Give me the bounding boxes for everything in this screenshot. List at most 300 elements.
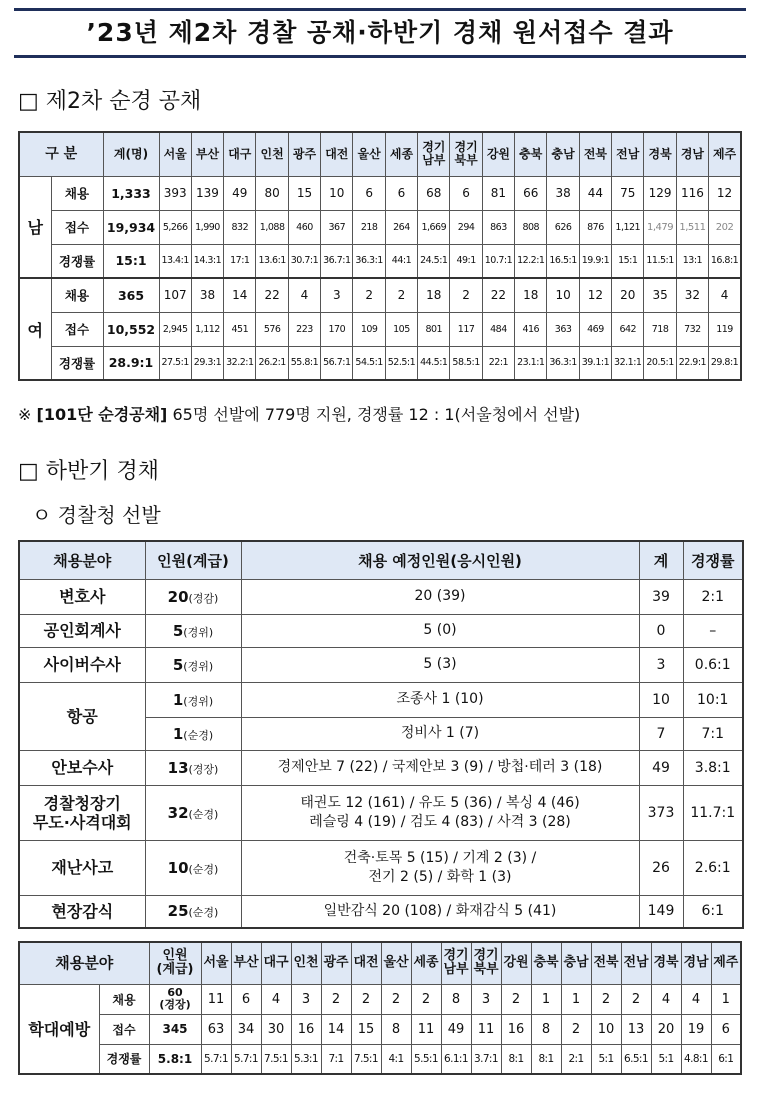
cell-value: 4:1 (381, 1044, 411, 1074)
cell-value: 6 (231, 984, 261, 1014)
header-region: 서울 (159, 132, 191, 176)
header-region: 경기 남부 (441, 942, 471, 984)
cell-value: 38 (547, 176, 579, 210)
header-region: 세종 (385, 132, 417, 176)
cell-value: 2 (561, 1014, 591, 1044)
cell-value: 416 (515, 312, 547, 346)
cell-value: 218 (353, 210, 385, 244)
recruit-count (145, 647, 241, 682)
header-region: 광주 (321, 942, 351, 984)
cell-value: 17:1 (224, 244, 256, 278)
recruit-count (145, 717, 241, 750)
table-row (19, 840, 743, 895)
ratio: – (683, 614, 743, 647)
cell-value: 6 (385, 176, 417, 210)
header-region: 전북 (591, 942, 621, 984)
cell-value: 58.5:1 (450, 346, 482, 380)
detail: 20 (39) (241, 579, 639, 614)
header-region: 경기 남부 (418, 132, 450, 176)
header-region: 울산 (381, 942, 411, 984)
cell-value: 44:1 (385, 244, 417, 278)
detail: 태권도 12 (161) / 유도 5 (36) / 복싱 4 (46) 레슬링 4 (19) / 검도 4 (83) / 사격 3 (28) (241, 785, 639, 840)
total: 49 (639, 750, 683, 785)
cell-value: 22:1 (482, 346, 514, 380)
cell-value: 13.4:1 (159, 244, 191, 278)
section2-heading: □ 하반기 경채 (18, 459, 160, 484)
cell-value: 1 (561, 984, 591, 1014)
row-label: 접수 (99, 1014, 149, 1044)
count-number: 10 (167, 858, 189, 877)
header-region: 서울 (201, 942, 231, 984)
cell-value: 3 (321, 278, 353, 312)
cell-value: 2 (501, 984, 531, 1014)
cell-value: 3 (291, 984, 321, 1014)
cell-value: 1,990 (191, 210, 223, 244)
group-label: 남 (19, 176, 51, 278)
table-abuse-prevention (18, 941, 742, 1075)
header-region: 전북 (579, 132, 611, 176)
cell-value: 6 (450, 176, 482, 210)
cell-value: 13 (621, 1014, 651, 1044)
table-row (19, 1044, 741, 1074)
note-101 (18, 404, 580, 426)
cell-value: 367 (321, 210, 353, 244)
table-row (19, 785, 743, 840)
cell-value: 2 (351, 984, 381, 1014)
header-region: 울산 (353, 132, 385, 176)
cell-value: 56.7:1 (321, 346, 353, 380)
ratio: 2:1 (683, 579, 743, 614)
cell-value: 5:1 (651, 1044, 681, 1074)
cell-value: 8 (441, 984, 471, 1014)
cell-value: 35 (644, 278, 676, 312)
cell-value: 44.5:1 (418, 346, 450, 380)
header-region: 전남 (612, 132, 644, 176)
header-region: 대구 (224, 132, 256, 176)
table-row (19, 750, 743, 785)
section1-heading: □ 제2차 순경 공채 (18, 89, 202, 114)
cell-value: 55.8:1 (288, 346, 320, 380)
cell-value: 14.3:1 (191, 244, 223, 278)
detail: 일반감식 20 (108) / 화재감식 5 (41) (241, 895, 639, 928)
cell-value: 32.1:1 (612, 346, 644, 380)
cell-value: 7:1 (321, 1044, 351, 1074)
count-number: 32 (167, 803, 189, 822)
ratio: 3.8:1 (683, 750, 743, 785)
row-total: 5.8:1 (149, 1044, 201, 1074)
total: 0 (639, 614, 683, 647)
cell-value: 52.5:1 (385, 346, 417, 380)
cell-value: 5.7:1 (201, 1044, 231, 1074)
header-region: 충남 (547, 132, 579, 176)
field-name: 공인회계사 (19, 614, 145, 647)
cell-value: 26.2:1 (256, 346, 288, 380)
cell-value: 107 (159, 278, 191, 312)
cell-value: 7.5:1 (261, 1044, 291, 1074)
cell-value: 34 (231, 1014, 261, 1044)
row-label: 경쟁률 (99, 1044, 149, 1074)
header-region: 제주 (709, 132, 741, 176)
cell-value: 22.9:1 (676, 346, 708, 380)
cell-value: 4 (681, 984, 711, 1014)
table2-header-row (19, 541, 743, 579)
cell-value: 732 (676, 312, 708, 346)
cell-value: 4.8:1 (681, 1044, 711, 1074)
header-region: 경북 (644, 132, 676, 176)
cell-value: 1,669 (418, 210, 450, 244)
table-row (19, 614, 743, 647)
cell-value: 19 (681, 1014, 711, 1044)
cell-value: 20 (651, 1014, 681, 1044)
table-row (19, 312, 741, 346)
cell-value: 8 (531, 1014, 561, 1044)
row-label: 경쟁률 (51, 346, 103, 380)
cell-value: 2 (381, 984, 411, 1014)
cell-value: 15 (288, 176, 320, 210)
header-region: 경북 (651, 942, 681, 984)
row-label: 채용 (51, 278, 103, 312)
header-region: 세종 (411, 942, 441, 984)
cell-value: 12.2:1 (515, 244, 547, 278)
cell-value: 718 (644, 312, 676, 346)
recruit-count (145, 895, 241, 928)
cell-value: 1,112 (191, 312, 223, 346)
cell-value: 5,266 (159, 210, 191, 244)
field-name: 현장감식 (19, 895, 145, 928)
detail: 5 (0) (241, 614, 639, 647)
cell-value: 10 (321, 176, 353, 210)
header-region: 강원 (482, 132, 514, 176)
cell-value: 39.1:1 (579, 346, 611, 380)
cell-value: 1,088 (256, 210, 288, 244)
rank-label: (순경) (183, 728, 214, 742)
header-region: 부산 (191, 132, 223, 176)
cell-value: 2 (411, 984, 441, 1014)
cell-value: 66 (515, 176, 547, 210)
cell-value: 2 (591, 984, 621, 1014)
table-row (19, 647, 743, 682)
header-region: 대전 (321, 132, 353, 176)
row-label: 접수 (51, 312, 103, 346)
recruit-count (145, 840, 241, 895)
cell-value: 27.5:1 (159, 346, 191, 380)
cell-value: 20 (612, 278, 644, 312)
count-number: 5 (172, 655, 184, 674)
rank-label: (순경) (188, 807, 219, 821)
cell-value: 16.5:1 (547, 244, 579, 278)
cell-value: 11 (471, 1014, 501, 1044)
table-row (19, 895, 743, 928)
cell-value: 49 (224, 176, 256, 210)
header-cell: 채용분야 (19, 541, 145, 579)
cell-value: 44 (579, 176, 611, 210)
cell-value: 36.3:1 (353, 244, 385, 278)
header-region: 제주 (711, 942, 741, 984)
recruit-count (145, 614, 241, 647)
row-total: 365 (103, 278, 159, 312)
row-label: 경쟁률 (51, 244, 103, 278)
table-career-recruit (18, 540, 744, 929)
cell-value: 832 (224, 210, 256, 244)
cell-value: 49 (441, 1014, 471, 1044)
cell-value: 81 (482, 176, 514, 210)
row-total: 60 (경장) (149, 984, 201, 1014)
cell-value: 68 (418, 176, 450, 210)
cell-value: 7.5:1 (351, 1044, 381, 1074)
header-cell: 경쟁률 (683, 541, 743, 579)
count-number: 13 (167, 758, 189, 777)
cell-value: 11.5:1 (644, 244, 676, 278)
cell-value: 29.8:1 (709, 346, 741, 380)
cell-value: 105 (385, 312, 417, 346)
cell-value: 294 (450, 210, 482, 244)
table-row (19, 682, 743, 717)
page-title: ’23년 제2차 경찰 공채·하반기 경채 원서접수 결과 (86, 18, 674, 47)
cell-value: 36.7:1 (321, 244, 353, 278)
table-row (19, 579, 743, 614)
recruit-count (145, 785, 241, 840)
cell-value: 12 (579, 278, 611, 312)
detail: 조종사 1 (10) (241, 682, 639, 717)
rank-label: (순경) (188, 906, 219, 920)
row-total: 1,333 (103, 176, 159, 210)
count-number: 20 (167, 587, 189, 606)
cell-value: 63 (201, 1014, 231, 1044)
cell-value: 22 (482, 278, 514, 312)
field-name: 경찰청장기 무도·사격대회 (19, 785, 145, 840)
cell-value: 4 (288, 278, 320, 312)
cell-value: 32 (676, 278, 708, 312)
cell-value: 14 (224, 278, 256, 312)
cell-value: 1,479 (644, 210, 676, 244)
header-region: 대전 (351, 942, 381, 984)
cell-value: 393 (159, 176, 191, 210)
cell-value: 876 (579, 210, 611, 244)
cell-value: 2:1 (561, 1044, 591, 1074)
header-region: 강원 (501, 942, 531, 984)
cell-value: 808 (515, 210, 547, 244)
header-region: 경남 (681, 942, 711, 984)
cell-value: 13.6:1 (256, 244, 288, 278)
count-number: 5 (172, 621, 184, 640)
cell-value: 30.7:1 (288, 244, 320, 278)
cell-value: 36.3:1 (547, 346, 579, 380)
cell-value: 80 (256, 176, 288, 210)
cell-value: 116 (676, 176, 708, 210)
cell-value: 2,945 (159, 312, 191, 346)
total: 26 (639, 840, 683, 895)
cell-value: 30 (261, 1014, 291, 1044)
cell-value: 626 (547, 210, 579, 244)
subsection-heading: ㅇ 경찰청 선발 (32, 503, 161, 527)
row-label: 접수 (51, 210, 103, 244)
cell-value: 2 (450, 278, 482, 312)
cell-value: 6.5:1 (621, 1044, 651, 1074)
cell-value: 2 (353, 278, 385, 312)
total: 373 (639, 785, 683, 840)
table-police-recruit (18, 131, 742, 381)
note-bold: [101단 순경공채] (36, 405, 168, 424)
cell-value: 109 (353, 312, 385, 346)
cell-value: 1 (711, 984, 741, 1014)
table-row (19, 210, 741, 244)
header-region: 충남 (561, 942, 591, 984)
cell-value: 202 (709, 210, 741, 244)
ratio: 10:1 (683, 682, 743, 717)
cell-value: 2 (621, 984, 651, 1014)
cell-value: 16 (501, 1014, 531, 1044)
cell-value: 14 (321, 1014, 351, 1044)
row-total: 10,552 (103, 312, 159, 346)
detail: 건축·토목 5 (15) / 기계 2 (3) / 전기 2 (5) / 화학 1 (3) (241, 840, 639, 895)
field-name: 재난사고 (19, 840, 145, 895)
ratio: 2.6:1 (683, 840, 743, 895)
count-number: 1 (172, 724, 184, 743)
cell-value: 264 (385, 210, 417, 244)
recruit-count (145, 750, 241, 785)
cell-value: 460 (288, 210, 320, 244)
header-cell: 인원(계급) (145, 541, 241, 579)
cell-value: 18 (418, 278, 450, 312)
table-row (19, 176, 741, 210)
row-total: 19,934 (103, 210, 159, 244)
ratio: 11.7:1 (683, 785, 743, 840)
recruit-count (145, 579, 241, 614)
cell-value: 24.5:1 (418, 244, 450, 278)
cell-value: 6:1 (711, 1044, 741, 1074)
ratio: 7:1 (683, 717, 743, 750)
cell-value: 129 (644, 176, 676, 210)
cell-value: 170 (321, 312, 353, 346)
detail: 정비사 1 (7) (241, 717, 639, 750)
ratio: 6:1 (683, 895, 743, 928)
table-row (19, 346, 741, 380)
total: 39 (639, 579, 683, 614)
cell-value: 8:1 (531, 1044, 561, 1074)
cell-value: 484 (482, 312, 514, 346)
header-cell: 계 (639, 541, 683, 579)
cell-value: 801 (418, 312, 450, 346)
cell-value: 10.7:1 (482, 244, 514, 278)
cell-value: 23.1:1 (515, 346, 547, 380)
cell-value: 11 (201, 984, 231, 1014)
header-region: 인천 (291, 942, 321, 984)
note-rest: 65명 선발에 779명 지원, 경쟁률 12 : 1(서울청에서 선발) (167, 405, 581, 424)
header-gubun: 구 분 (19, 132, 103, 176)
field-name: 항공 (19, 682, 145, 750)
header-region: 부산 (231, 942, 261, 984)
cell-value: 8 (381, 1014, 411, 1044)
header-region: 충북 (531, 942, 561, 984)
cell-value: 19.9:1 (579, 244, 611, 278)
row-label: 채용 (99, 984, 149, 1014)
cell-value: 4 (261, 984, 291, 1014)
group-label: 여 (19, 278, 51, 380)
field-name: 변호사 (19, 579, 145, 614)
table-row (19, 244, 741, 278)
field-name: 안보수사 (19, 750, 145, 785)
cell-value: 469 (579, 312, 611, 346)
detail: 경제안보 7 (22) / 국제안보 3 (9) / 방첩·테러 3 (18) (241, 750, 639, 785)
detail: 5 (3) (241, 647, 639, 682)
cell-value: 1,511 (676, 210, 708, 244)
header-region: 경기 북부 (450, 132, 482, 176)
cell-value: 117 (450, 312, 482, 346)
table1-header-row (19, 132, 741, 176)
header-cell: 채용 예정인원(응시인원) (241, 541, 639, 579)
cell-value: 2 (321, 984, 351, 1014)
table3-header-row (19, 942, 741, 984)
title-bar (14, 8, 746, 58)
header-region: 경기 북부 (471, 942, 501, 984)
cell-value: 15 (351, 1014, 381, 1044)
header-field: 채용분야 (19, 942, 149, 984)
cell-value: 6 (353, 176, 385, 210)
cell-value: 16 (291, 1014, 321, 1044)
table-row (19, 278, 741, 312)
row-label: 채용 (51, 176, 103, 210)
total: 3 (639, 647, 683, 682)
header-region: 전남 (621, 942, 651, 984)
cell-value: 863 (482, 210, 514, 244)
cell-value: 5:1 (591, 1044, 621, 1074)
row-total: 345 (149, 1014, 201, 1044)
cell-value: 119 (709, 312, 741, 346)
cell-value: 4 (651, 984, 681, 1014)
cell-value: 4 (709, 278, 741, 312)
cell-value: 5.3:1 (291, 1044, 321, 1074)
cell-value: 223 (288, 312, 320, 346)
total: 149 (639, 895, 683, 928)
cell-value: 3 (471, 984, 501, 1014)
cell-value: 49:1 (450, 244, 482, 278)
cell-value: 12 (709, 176, 741, 210)
rank-label: (순경) (188, 862, 219, 876)
count-number: 25 (167, 902, 189, 921)
cell-value: 642 (612, 312, 644, 346)
cell-value: 38 (191, 278, 223, 312)
cell-value: 22 (256, 278, 288, 312)
rank-label: (경위) (183, 694, 214, 708)
row-total: 28.9:1 (103, 346, 159, 380)
cell-value: 6 (711, 1014, 741, 1044)
cell-value: 3.7:1 (471, 1044, 501, 1074)
cell-value: 15:1 (612, 244, 644, 278)
cell-value: 8:1 (501, 1044, 531, 1074)
cell-value: 5.5:1 (411, 1044, 441, 1074)
cell-value: 1 (531, 984, 561, 1014)
header-region: 경남 (676, 132, 708, 176)
recruit-count (145, 682, 241, 717)
cell-value: 10 (547, 278, 579, 312)
cell-value: 451 (224, 312, 256, 346)
header-total: 계(명) (103, 132, 159, 176)
rank-label: (경감) (188, 591, 219, 605)
cell-value: 139 (191, 176, 223, 210)
cell-value: 16.8:1 (709, 244, 741, 278)
cell-value: 5.7:1 (231, 1044, 261, 1074)
count-number: 1 (172, 690, 184, 709)
field-name: 사이버수사 (19, 647, 145, 682)
total: 10 (639, 682, 683, 717)
header-region: 광주 (288, 132, 320, 176)
cell-value: 75 (612, 176, 644, 210)
cell-value: 13:1 (676, 244, 708, 278)
table-row (19, 984, 741, 1014)
header-count: 인원 (계급) (149, 942, 201, 984)
cell-value: 2 (385, 278, 417, 312)
cell-value: 11 (411, 1014, 441, 1044)
